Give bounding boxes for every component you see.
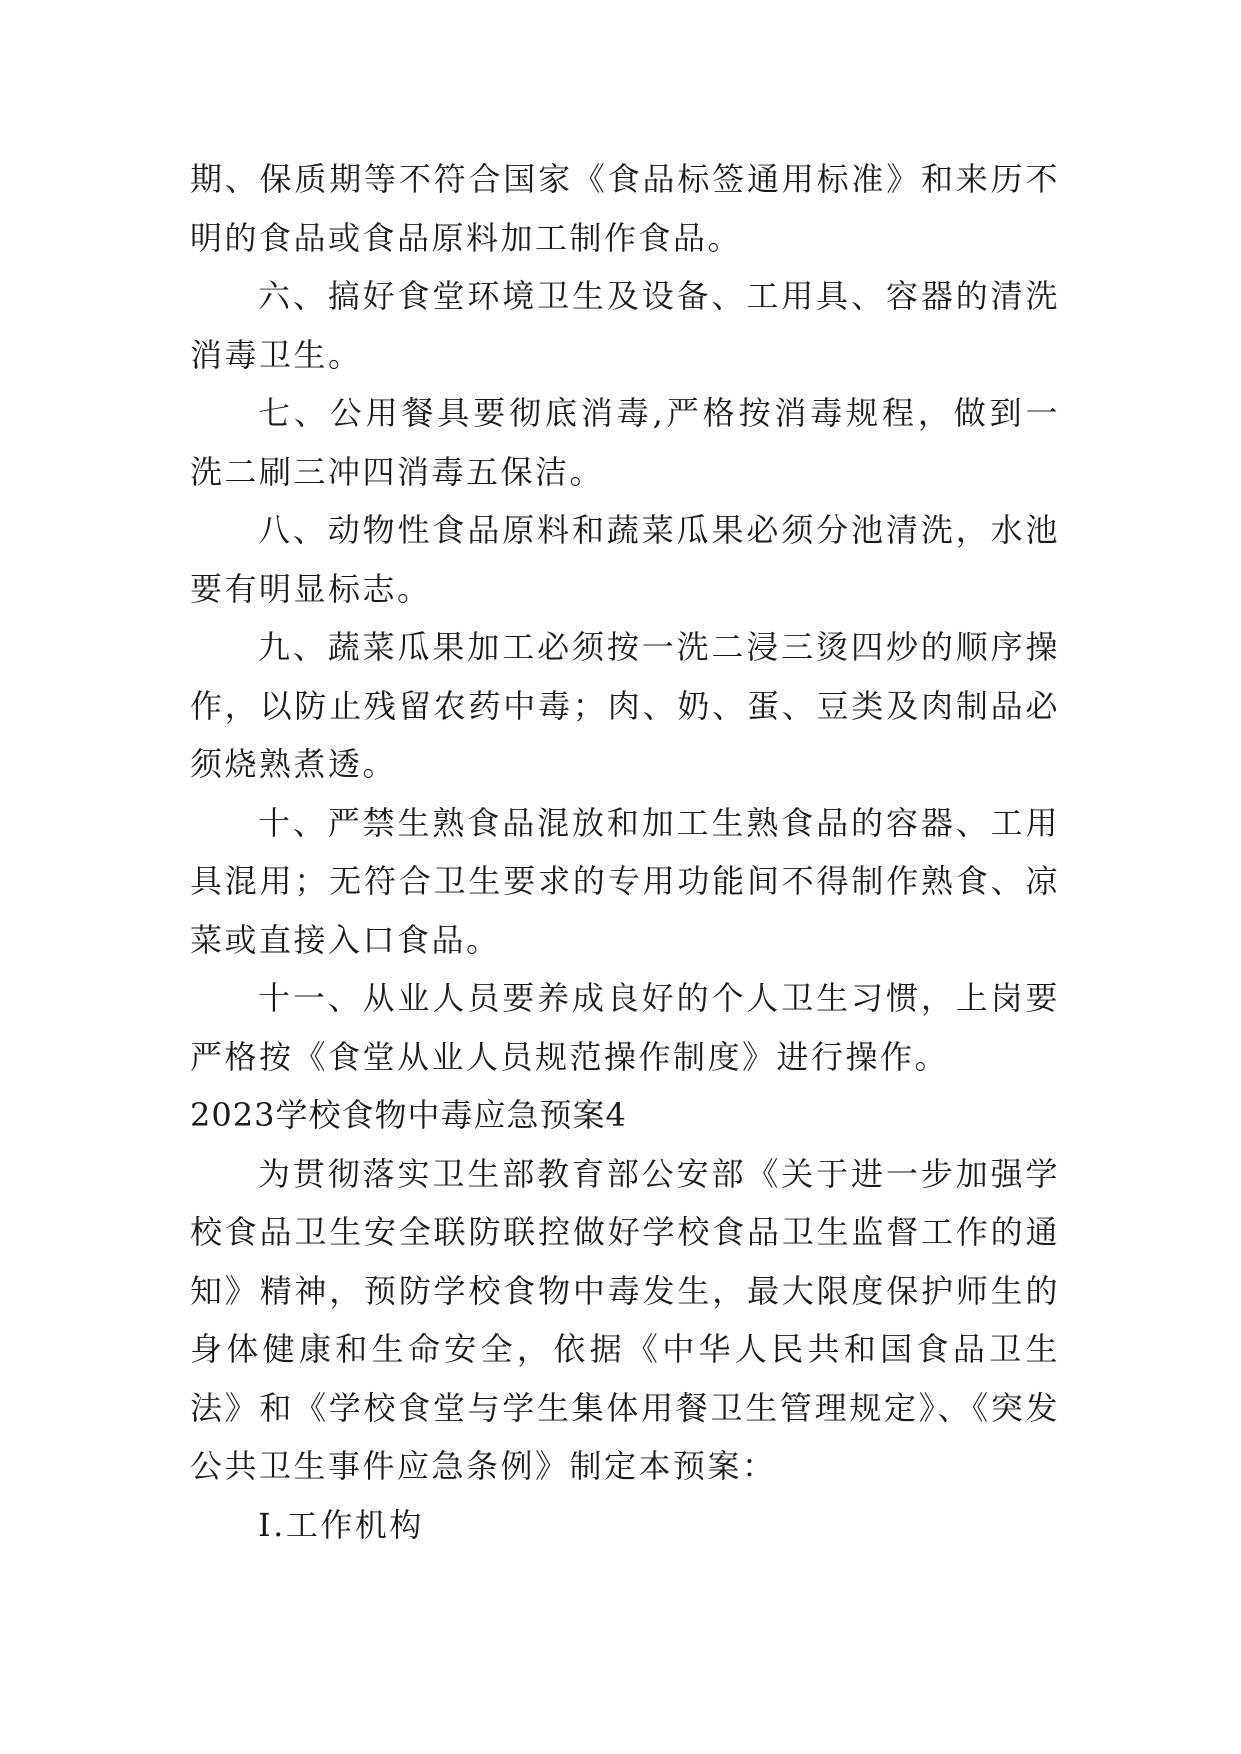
- document-body: [190, 150, 1060, 1554]
- paragraph-item-seven: 七、公用餐具要彻底消毒,严格按消毒规程，做到一洗二刷三冲四消毒五保洁。: [190, 394, 1060, 491]
- paragraph-intro: 为贯彻落实卫生部教育部公安部《关于进一步加强学校食品卫生安全联防联控做好学校食品卫生监督工作的通知》精神，预防学校食物中毒发生，最大限度保护师生的身体健康和生命安全，依据《中华人民共和国食品卫生法》和《学校食堂与学生集体用餐卫生管理规定》、《突发公共卫生事件应急条例》制定本预案：: [190, 1154, 1060, 1485]
- paragraph-item-six: 六、搞好食堂环境卫生及设备、工用具、容器的清洗消毒卫生。: [190, 277, 1060, 374]
- paragraph-continuation: 期、保质期等不符合国家《食品标签通用标准》和来历不明的食品或食品原料加工制作食品。: [190, 160, 1060, 257]
- section-title: 2023学校食物中毒应急预案4: [190, 1096, 627, 1134]
- paragraph-item-eleven: 十一、从业人员要养成良好的个人卫生习惯，上岗要严格按《食堂从业人员规范操作制度》进行操作。: [190, 979, 1060, 1076]
- paragraph-work-organization: I.工作机构: [258, 1505, 424, 1544]
- paragraph-item-ten: 十、严禁生熟食品混放和加工生熟食品的容器、工用具混用；无符合卫生要求的专用功能间不得制作熟食、凉菜或直接入口食品。: [190, 803, 1060, 959]
- paragraph-item-eight: 八、动物性食品原料和蔬菜瓜果必须分池清洗，水池要有明显标志。: [190, 511, 1060, 608]
- paragraph-item-nine: 九、蔬菜瓜果加工必须按一洗二浸三烫四炒的顺序操作，以防止残留农药中毒；肉、奶、蛋、豆类及肉制品必须烧熟煮透。: [190, 628, 1060, 783]
